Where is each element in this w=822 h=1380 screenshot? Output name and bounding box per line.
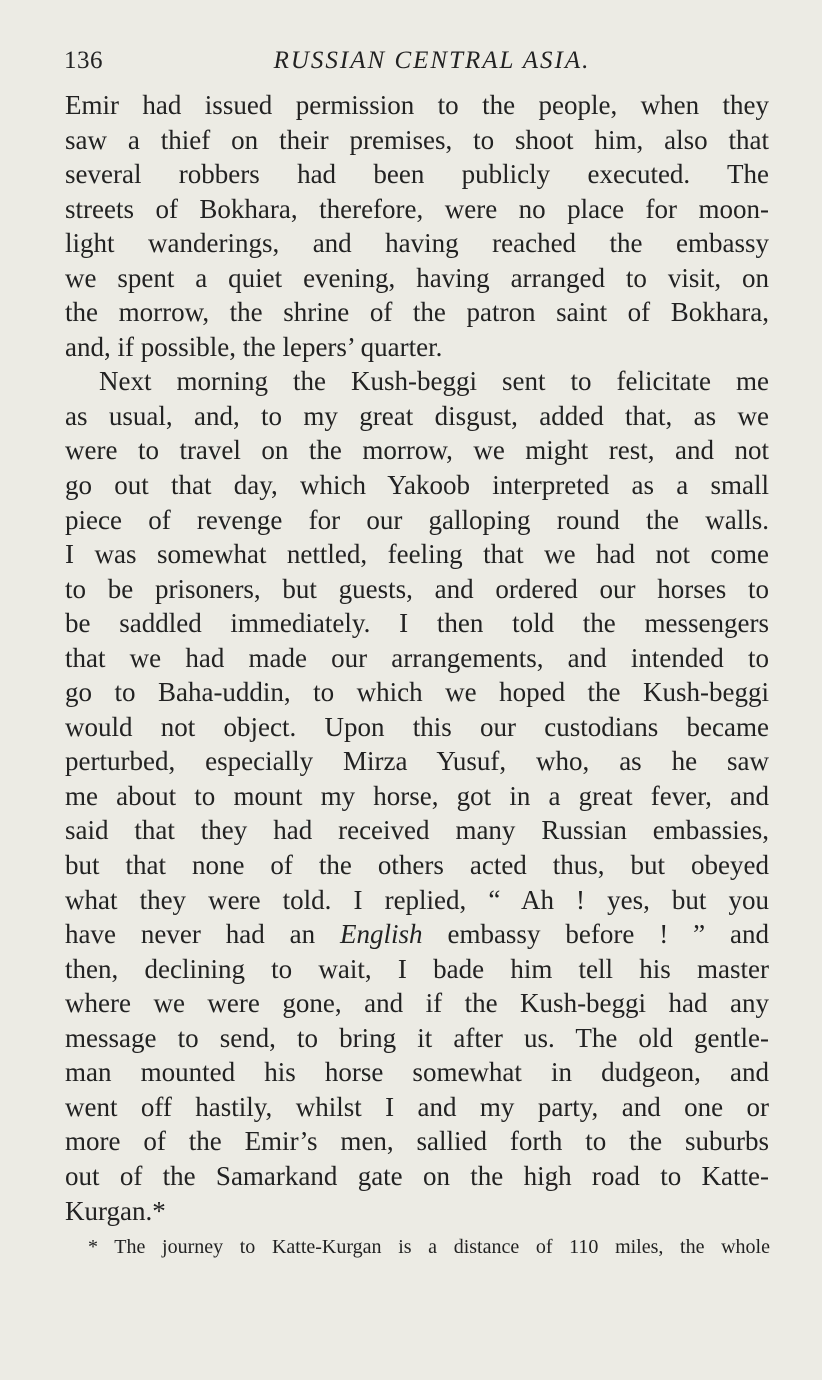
text-line: I was somewhat nettled, feeling that we had not come [65, 539, 769, 570]
text-line: said that they had received many Russian embassies, [65, 815, 769, 846]
text-line: what they were told. I replied, “ Ah ! yes, but you [65, 884, 769, 915]
text-line: streets of Bokhara, therefore, were no place for moon- [65, 193, 769, 224]
text-line: several robbers had been publicly executed. The [65, 159, 769, 190]
text-line: then, declining to wait, I bade him tell his master [65, 953, 769, 984]
running-title: RUSSIAN CENTRAL ASIA. [273, 47, 591, 74]
text-line: Emir had issued permission to the people, when they [65, 90, 769, 120]
running-head [64, 44, 770, 78]
emphasized-word: English [340, 919, 423, 950]
text-line: as usual, and, to my great disgust, added that, as we [65, 400, 769, 431]
text-line: go out that day, which Yakoob interpreted as a small [65, 470, 769, 501]
footnote: * The journey to Katte-Kurgan is a distance of 110 miles, the whole [88, 1236, 770, 1258]
text-line: the morrow, the shrine of the patron saint of Bokhara, [65, 297, 769, 328]
text-line: light wanderings, and having reached the embassy [65, 228, 769, 259]
line-segment: have never had an [65, 919, 341, 950]
text-line: more of the Emir’s men, sallied forth to the suburbs [65, 1126, 769, 1157]
paragraph-start-line: Next morning the Kush-beggi sent to felicitate me [99, 366, 769, 397]
text-line: where we were gone, and if the Kush-beggi had any [65, 988, 769, 1019]
text-line: me about to mount my horse, got in a great fever, and [65, 780, 769, 811]
text-line: be saddled immediately. I then told the messengers [65, 608, 769, 639]
text-line: perturbed, especially Mirza Yusuf, who, as he saw [65, 746, 769, 777]
text-line: piece of revenge for our galloping round the walls. [65, 504, 769, 535]
text-line: to be prisoners, but guests, and ordered our horses to [65, 573, 769, 604]
text-line: message to send, to bring it after us. The old gentle- [65, 1022, 769, 1053]
paragraph-end-line: and, if possible, the lepers’ quarter. [65, 331, 443, 362]
text-line: went off hastily, whilst I and my party, and one or [65, 1091, 769, 1122]
text-line: saw a thief on their premises, to shoot him, also that [65, 124, 769, 155]
text-line: go to Baha-uddin, to which we hoped the Kush-beggi [65, 677, 769, 708]
text-line: out of the Samarkand gate on the high road to Katte- [65, 1160, 769, 1191]
text-line: but that none of the others acted thus, but obeyed [65, 850, 769, 881]
text-line-with-emphasis [65, 917, 769, 952]
text-line: man mounted his horse somewhat in dudgeon, and [65, 1057, 769, 1088]
text-line: were to travel on the morrow, we might rest, and not [65, 435, 769, 466]
body-text [65, 88, 769, 1228]
line-segment: embassy before ! ” and [422, 919, 769, 950]
page-number: 136 [64, 47, 103, 74]
paragraph-end-line: Kurgan.* [65, 1195, 166, 1226]
text-line: would not object. Upon this our custodians became [65, 711, 769, 742]
text-line: that we had made our arrangements, and intended to [65, 642, 769, 673]
text-line: we spent a quiet evening, having arranged to visit, on [65, 262, 769, 293]
